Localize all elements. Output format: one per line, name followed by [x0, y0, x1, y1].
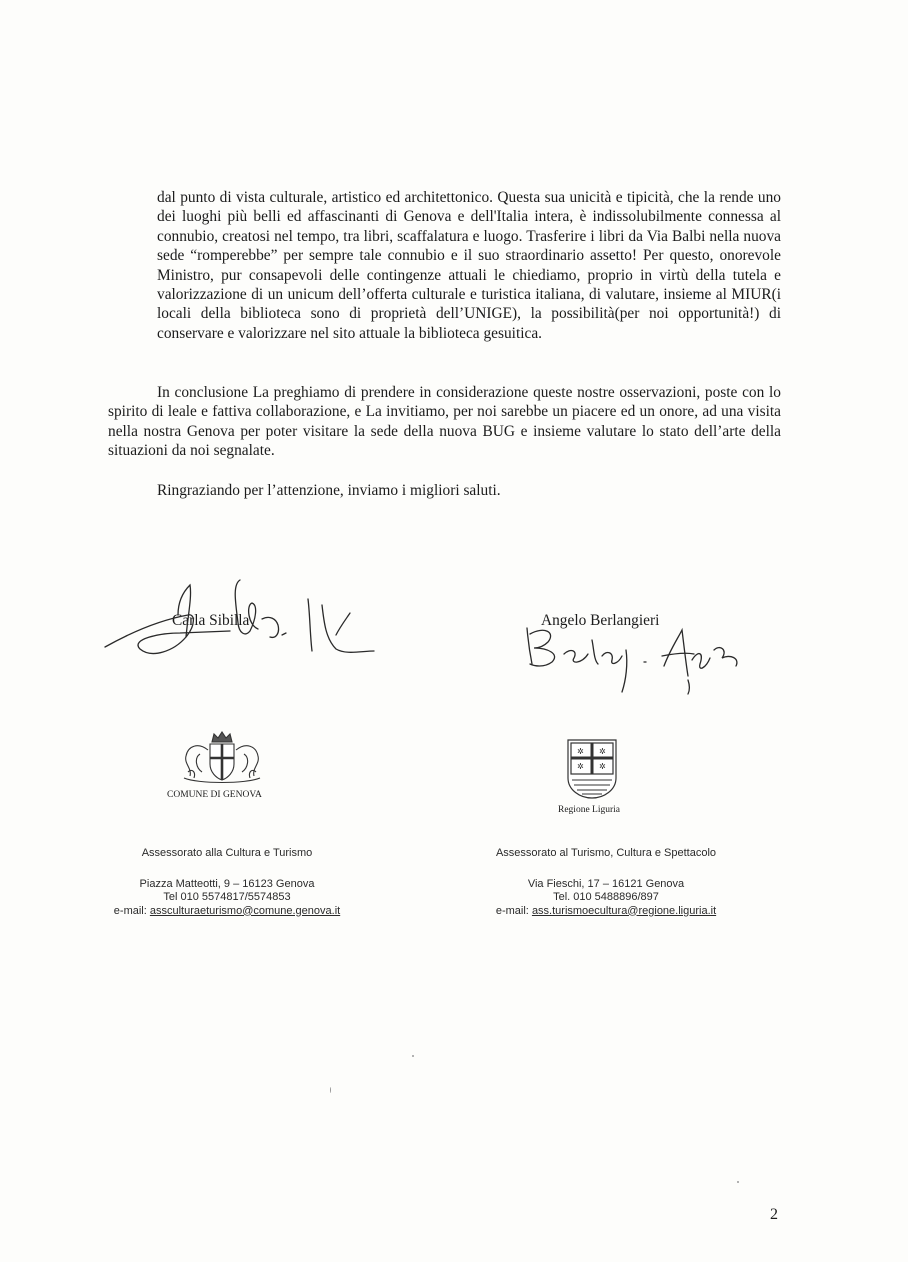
institution-name-left: COMUNE DI GENOVA: [167, 790, 262, 800]
email-link-left[interactable]: assculturaeturismo@comune.genova.it: [149, 904, 341, 917]
svg-text:✲: ✲: [599, 747, 606, 756]
svg-text:✲: ✲: [577, 747, 584, 756]
handwritten-signature-left: [100, 575, 375, 665]
genoa-city-coat-of-arms-icon: [178, 728, 266, 786]
institution-name-right: Regione Liguria: [558, 805, 620, 815]
address-block-right: [470, 847, 742, 918]
closing-line: Ringraziando per l’attenzione, inviamo i migliori saluti.: [157, 482, 501, 499]
handwritten-signature-right: [522, 620, 762, 700]
email-label-right: e-mail:: [495, 904, 529, 917]
address-block-left: [92, 847, 362, 918]
phone-left: Tel 010 5574817/5574853: [163, 891, 291, 903]
email-line-right: [470, 905, 742, 919]
svg-text:✲: ✲: [577, 762, 584, 771]
scan-speck: [412, 1055, 414, 1057]
scan-speck: [737, 1181, 739, 1183]
signatory-name-right: Angelo Berlangieri: [541, 612, 660, 629]
email-link-right[interactable]: ass.turismoecultura@regione.liguria.it: [531, 904, 717, 917]
body-paragraph-1: dal punto di vista culturale, artistico ed architettonico. Questa sua unicità e tipicità, che la rende uno dei luoghi più belli ed affascinanti di Genova e dell'Italia intera, è indissolubilmente connessa al connubio, creatosi nel tempo, tra libri, scaffalatura e luogo. Trasferire i libri da Via Balbi nella nuova sede “romperebbe” per sempre tale connubio e il suo straordinario assetto! Per questo, onorevole Ministro, pur consapevoli delle contingenze attuali le chiediamo, proprio in virtù della tutela e valorizzazione di un unicum dell’offerta culturale e turistica italiana, di valutare, insieme al MIUR(i locali della biblioteca sono di proprietà dell’UNIGE), la possibilità(per noi opportunità!) di conservare e valorizzare nel sito attuale la biblioteca gesuitica.: [157, 189, 781, 342]
svg-text:✲: ✲: [599, 762, 606, 771]
liguria-region-shield-icon: [566, 738, 618, 800]
office-right: Assessorato al Turismo, Cultura e Spettacolo: [495, 847, 717, 859]
email-line-left: [92, 905, 362, 919]
phone-right: Tel. 010 5488896/897: [553, 891, 659, 903]
street-address-right: Via Fieschi, 17 – 16121 Genova: [527, 877, 685, 890]
scan-speck: [330, 1087, 331, 1093]
office-left: Assessorato alla Cultura e Turismo: [141, 847, 313, 859]
street-address-left: Piazza Matteotti, 9 – 16123 Genova: [139, 877, 315, 890]
signatory-name-left: Carla Sibilla: [172, 612, 250, 629]
email-label-left: e-mail:: [113, 904, 147, 917]
body-paragraph-2: In conclusione La preghiamo di prendere in considerazione queste nostre osservazioni, poste con lo spirito di leale e fattiva collaborazione, e La invitiamo, per noi sarebbe un piacere ed un onore, ad una visita nella nostra Genova per poter visitare la sede della nuova BUG e insieme valutare lo stato dell’arte della situazioni da noi segnalate.: [108, 384, 781, 460]
page-number: 2: [770, 1206, 778, 1223]
